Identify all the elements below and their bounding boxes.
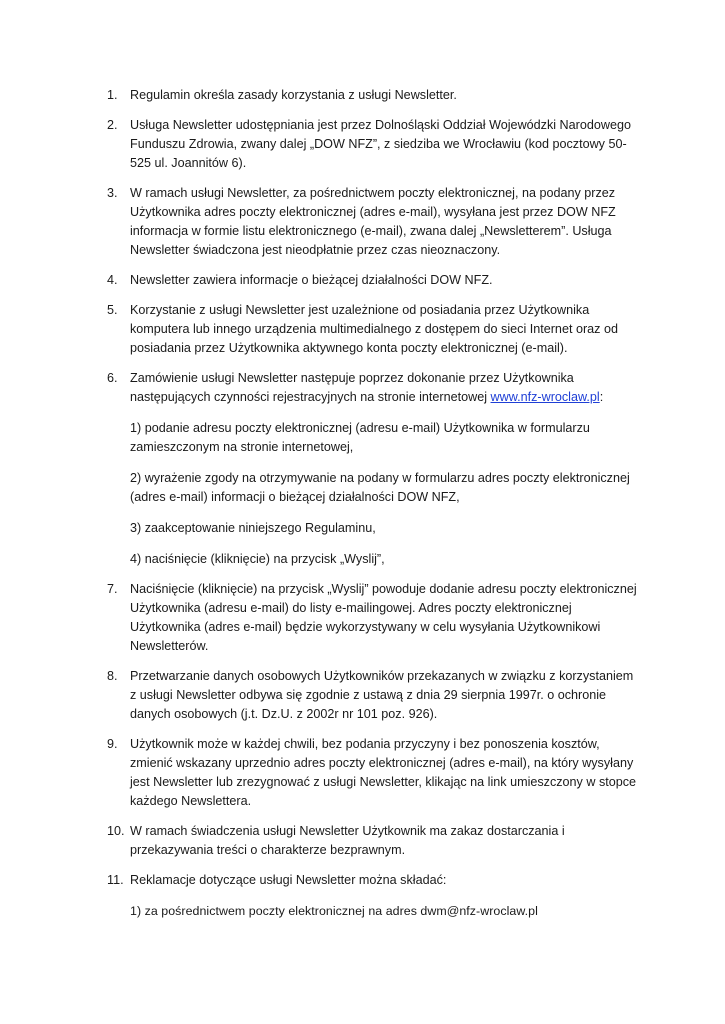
item-text	[130, 369, 637, 407]
regulations-list	[107, 86, 637, 932]
list-item-3	[107, 184, 637, 260]
list-item-6	[107, 369, 637, 569]
item-text: W ramach usługi Newsletter, za pośrednictwem poczty elektronicznej, na podany przez Użytkownika adres poczty elektronicznej (adres e-mail), wysyłana jest przez DOW NFZ informacja w formie listu elektronicznego (e-mail), zwana dalej „Newsletterem”. Usługa Newsletter świadczona jest nieodpłatnie przez czas nieoznaczony.	[130, 186, 616, 257]
website-link[interactable]: www.nfz-wroclaw.pl	[490, 390, 600, 404]
subitem-1: 1) podanie adresu poczty elektronicznej (adresu e-mail) Użytkownika w formularzu zamieszczonym na stronie internetowej,	[130, 421, 590, 454]
list-item-8	[107, 667, 637, 724]
item-text: Korzystanie z usługi Newsletter jest uzależnione od posiadania przez Użytkownika komputera lub innego urządzenia multimedialnego z dostępem do sieci Internet oraz od posiadania przez Użytkownika aktywnego konta poczty elektronicznej (e-mail).	[130, 303, 618, 355]
item-text: W ramach świadczenia usługi Newsletter Użytkownik ma zakaz dostarczania i przekazywania treści o charakterze bezprawnym.	[130, 824, 565, 857]
list-item-2	[107, 116, 637, 173]
item-number: 10.	[107, 824, 125, 838]
list-item-1	[107, 86, 637, 105]
item-number: 6.	[107, 371, 118, 385]
item-text: Newsletter zawiera informacje o bieżącej działalności DOW NFZ.	[130, 273, 493, 287]
list-item-7	[107, 580, 637, 656]
item-text: Reklamacje dotyczące usługi Newsletter można składać:	[130, 873, 447, 887]
item-number: 9.	[107, 737, 118, 751]
item-number: 5.	[107, 303, 118, 317]
item-number: 7.	[107, 582, 118, 596]
item-text: Przetwarzanie danych osobowych Użytkowników przekazanych w związku z korzystaniem z usługi Newsletter odbywa się zgodnie z ustawą z dnia 29 sierpnia 1997r. o ochronie danych osobowych (j.t. Dz.U. z 2002r nr 101 poz. 926).	[130, 669, 634, 721]
list-item-11	[107, 871, 637, 921]
item-number: 2.	[107, 118, 118, 132]
list-item-9	[107, 735, 637, 811]
item-text-after-link: :	[599, 390, 604, 404]
list-item-4	[107, 271, 637, 290]
subitem-3: 3) zaakceptowanie niniejszego Regulaminu,	[130, 521, 376, 535]
item-number: 11.	[107, 873, 124, 887]
item-number: 3.	[107, 186, 118, 200]
item-text-before-link: Zamówienie usługi Newsletter następuje poprzez dokonanie przez Użytkownika następujących czynności rejestracyjnych na stronie internetowej	[130, 371, 574, 404]
item-number: 4.	[107, 273, 118, 287]
list-item-5	[107, 301, 637, 358]
list-item-10	[107, 822, 637, 860]
item-text: Usługa Newsletter udostępniania jest przez Dolnośląski Oddział Wojewódzki Narodowego Funduszu Zdrowia, zwany dalej „DOW NFZ”, z siedziba we Wrocławiu (kod pocztowy 50-525 ul. Joannitów 6).	[130, 118, 631, 170]
item-number: 1.	[107, 88, 118, 102]
item-text: Regulamin określa zasady korzystania z usługi Newsletter.	[130, 88, 457, 102]
subitem-4: 4) naciśnięcie (kliknięcie) na przycisk „Wyslij”,	[130, 552, 385, 566]
subitem-2: 2) wyrażenie zgody na otrzymywanie na podany w formularzu adres poczty elektronicznej (adres e-mail) informacji o bieżącej działalności DOW NFZ,	[130, 471, 630, 504]
subitem-1: 1) za pośrednictwem poczty elektronicznej na adres dwm@nfz-wroclaw.pl	[130, 904, 538, 918]
item-text: Użytkownik może w każdej chwili, bez podania przyczyny i bez ponoszenia kosztów, zmienić wskazany uprzednio adres poczty elektronicznej (adres e-mail), na który wysyłany jest Newsletter lub zrezygnować z usługi Newsletter, klikając na link umieszczony w stopce każdego Newslettera.	[130, 737, 637, 808]
item-text: Naciśnięcie (kliknięcie) na przycisk „Wyslij” powoduje dodanie adresu poczty elektronicznej Użytkownika (adresu e-mail) do listy e-mailingowej. Adres poczty elektronicznej Użytkownika (adres e-mail) będzie wykorzystywany w celu wysyłania Użytkownikowi Newsletterów.	[130, 582, 637, 653]
item-number: 8.	[107, 669, 118, 683]
